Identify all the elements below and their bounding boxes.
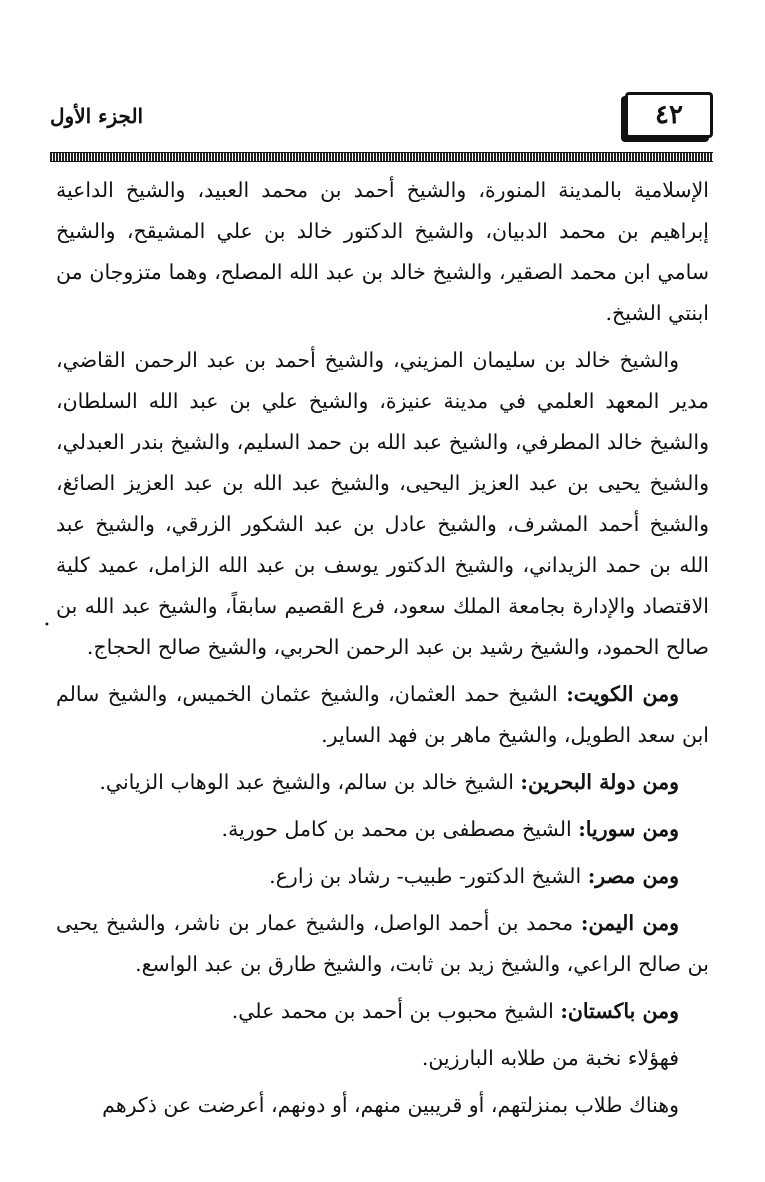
margin-mark: • — [44, 620, 50, 631]
paragraph-text: والشيخ خالد بن سليمان المزيني، والشيخ أحمد بن عبد الرحمن القاضي، مدير المعهد العلمي في مدينة عنيزة، والشيخ علي بن عبد الله السلطان، والشيخ خالد المطرفي، والشيخ عبد الله بن حمد السليم، والشيخ بندر العبدلي، والشيخ يحيى بن عبد العزيز اليحيى، والشيخ عبد الله بن عبد العزيز الصائغ، والشيخ أحمد المشرف، والشيخ عادل بن عبد الشكور الزرقي، والشيخ عبد الله بن حمد الزيداني، والشيخ الدكتور يوسف بن عبد الله الزامل، عميد كلية الاقتصاد والإدارة بجامعة الملك سعود، فرع القصيم سابقاً، والشيخ عبد الله بن صالح الحمود، والشيخ رشيد بن عبد الرحمن الحربي، والشيخ صالح الحجاج. — [56, 348, 709, 659]
paragraph-yemen — [56, 903, 709, 985]
paragraph-bahrain — [56, 762, 709, 803]
paragraph-kuwait — [56, 674, 709, 756]
paragraph-text: الشيخ حمد العثمان، والشيخ عثمان الخميس، والشيخ سالم ابن سعد الطويل، والشيخ ماهر بن فهد الساير. — [56, 682, 709, 747]
country-label: ومن مصر: — [587, 864, 679, 888]
paragraph-syria — [56, 809, 709, 850]
country-label: ومن دولة البحرين: — [520, 770, 679, 794]
paragraph-2 — [56, 340, 709, 668]
paragraph-text: الشيخ مصطفى بن محمد بن كامل حورية. — [221, 817, 579, 841]
page-number: ٤٢ — [655, 100, 683, 130]
running-title: الجزء الأول — [50, 104, 144, 128]
paragraph-summary — [56, 1038, 709, 1079]
body-text — [56, 170, 709, 1132]
paragraph-egypt — [56, 856, 709, 897]
paragraph-text: محمد بن أحمد الواصل، والشيخ عمار بن ناشر، والشيخ يحيى بن صالح الراعي، والشيخ زيد بن ثابت، والشيخ طارق بن عبد الواسع. — [56, 911, 709, 976]
country-label: ومن باكستان: — [560, 999, 679, 1023]
paragraph-1 — [56, 170, 709, 334]
paragraph-text: فهؤلاء نخبة من طلابه البارزين. — [421, 1046, 679, 1070]
country-label: ومن الكويت: — [566, 682, 679, 706]
paragraph-text: الإسلامية بالمدينة المنورة، والشيخ أحمد بن محمد العبيد، والشيخ الداعية إبراهيم بن محمد الدبيان، والشيخ الدكتور خالد بن علي المشيقح، والشيخ سامي ابن محمد الصقير، والشيخ خالد بن عبد الله المصلح، وهما متزوجان من ابنتي الشيخ. — [56, 178, 709, 325]
page-header — [50, 92, 713, 144]
header-rule — [50, 152, 713, 162]
paragraph-pakistan — [56, 991, 709, 1032]
paragraph-text: الشيخ خالد بن سالم، والشيخ عبد الوهاب الزياني. — [99, 770, 521, 794]
paragraph-text: الشيخ الدكتور- طبيب- رشاد بن زارع. — [269, 864, 588, 888]
paragraph-text: وهناك طلاب بمنزلتهم، أو قريبين منهم، أو دونهم، أعرضت عن ذكرهم — [102, 1093, 679, 1117]
page-number-box — [625, 92, 713, 138]
paragraph-closing — [56, 1085, 709, 1126]
paragraph-text: الشيخ محبوب بن أحمد بن محمد علي. — [231, 999, 561, 1023]
country-label: ومن اليمن: — [580, 911, 679, 935]
country-label: ومن سوريا: — [578, 817, 679, 841]
